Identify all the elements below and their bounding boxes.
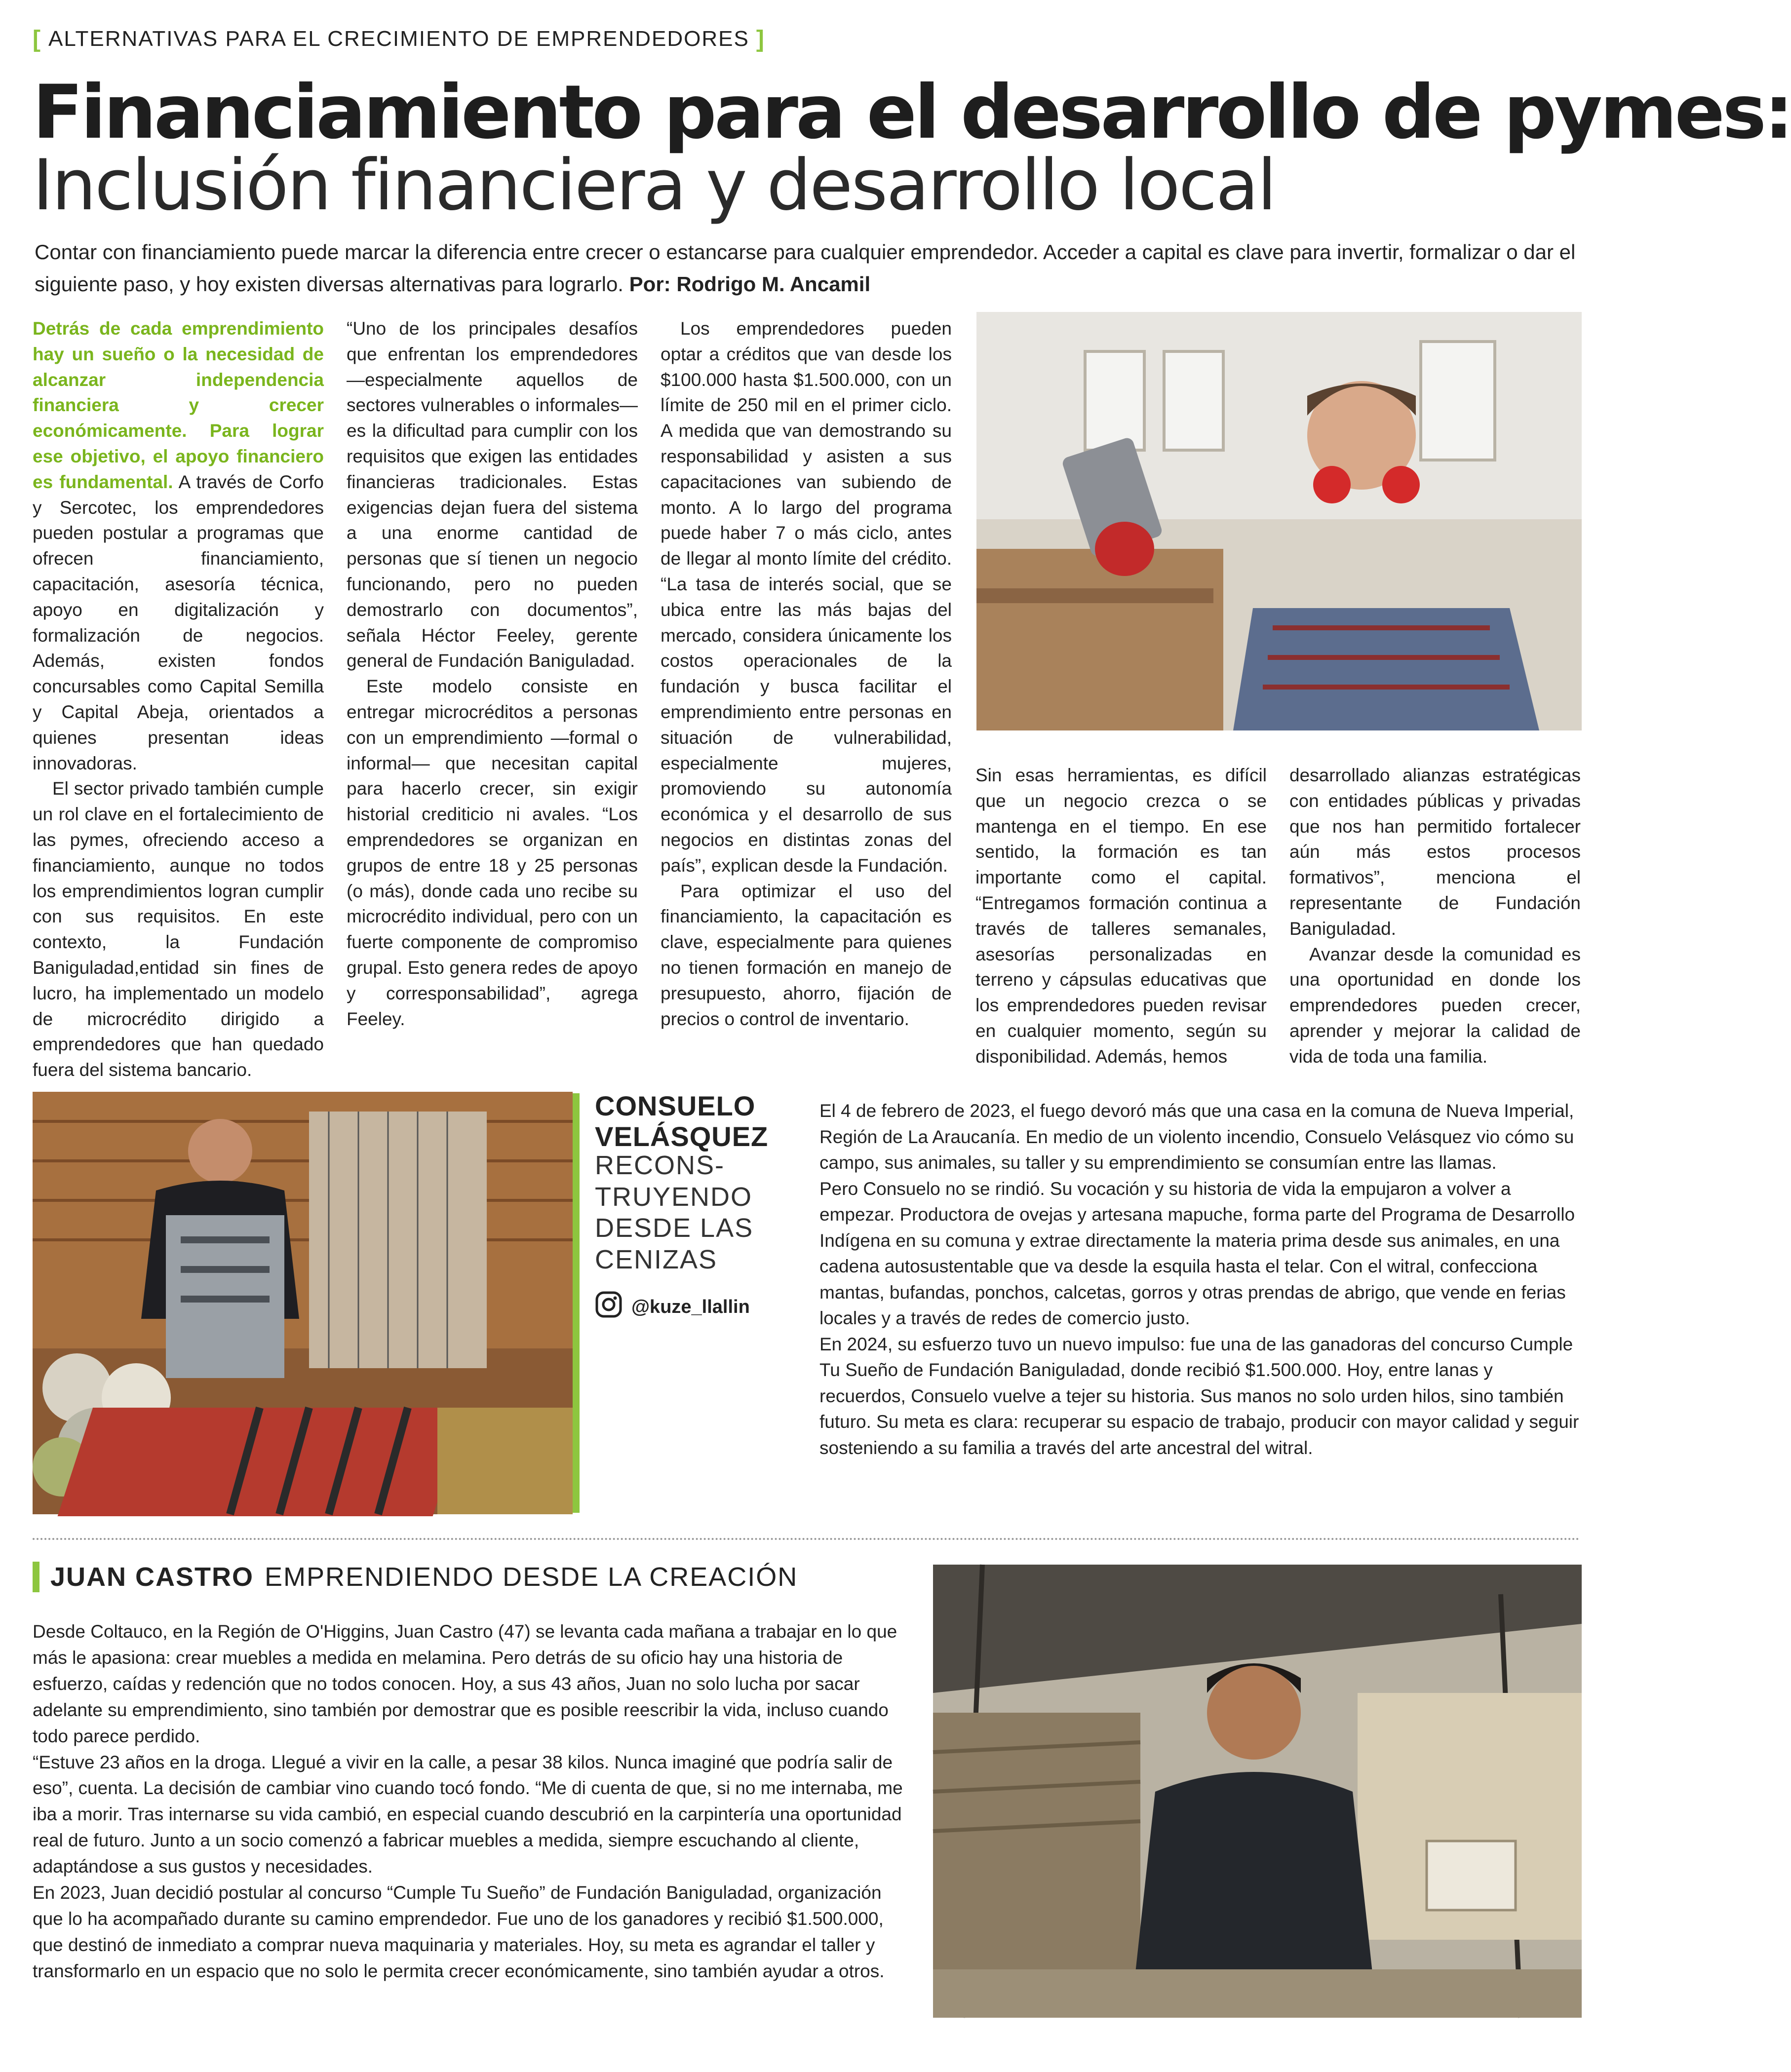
- lede: [35, 236, 1580, 300]
- article-column-5: [1289, 763, 1581, 1070]
- consuelo-first-name: CONSUELO: [595, 1090, 756, 1121]
- juan-story: [33, 1619, 911, 1985]
- lede-text: Contar con financiamiento puede marcar la diferencia entre crecer o estancarse para cualquier emprendedor. Acceder a capital es clave para invertir, formalizar o dar el siguiente paso, y hoy existen diversas alternativas para lograrlo.: [35, 240, 1576, 296]
- juan-heading: [33, 1560, 798, 1594]
- intro-highlight: Detrás de cada emprendimiento hay un sueño o la necesidad de alcanzar independencia financiera y crecer económicamente. Para lograr ese objetivo, el apoyo financiero es fundamental.: [33, 318, 324, 492]
- consuelo-story: [819, 1098, 1580, 1461]
- juan-accent-bar: [33, 1562, 39, 1592]
- kicker-label: ALTERNATIVAS PARA EL CRECIMIENTO DE EMPRENDEDORES: [48, 27, 749, 51]
- juan-paragraph-1: Desde Coltauco, en la Región de O'Higgins, Juan Castro (47) se levanta cada mañana a trabajar en lo que más le apasiona: crear muebles a medida en melamina. Pero detrás de su oficio hay una historia de esfuerzo, caídas y redención que no todos conocen. Hoy, a sus 43 años, Juan no solo lucha por sacar adelante su emprendimiento, sino también por demostrar que es posible reescribir la vida, incluso cuando todo parece perdido.: [33, 1621, 897, 1746]
- consuelo-photo: [33, 1092, 573, 1514]
- instagram-handle-text: @kuze_llallin: [631, 1296, 750, 1317]
- col2-paragraph-1: “Uno de los principales desafíos que enfrentan los emprendedores —especialmente aquellos de sectores vulnerables o informales— es la dificultad para cumplir con los requisitos que exigen las entidades financieras tradicionales. Estas exigencias dejan fuera del sistema a una enorme cantidad de personas que sí tienen un negocio funcionando, pero no pueden demostrarlo con documentos”, señala Héctor Feeley, gerente general de Fundación Baniguladad.: [347, 318, 638, 671]
- instagram-handle[interactable]: [595, 1291, 750, 1323]
- instagram-icon: [595, 1291, 623, 1323]
- article-column-3: [661, 316, 952, 1032]
- juan-subtitle: EMPRENDIENDO DESDE LA CREACIÓN: [265, 1562, 798, 1592]
- consuelo-paragraph-1: El 4 de febrero de 2023, el fuego devoró más que una casa en la comuna de Nueva Imperial, Región de La Araucanía. En medio de un violento incendio, Consuelo Velásquez vio cómo su campo, sus animales, su taller y su emprendimiento se consumían entre las llamas.: [819, 1101, 1574, 1173]
- col2-paragraph-2: Este modelo consiste en entregar microcréditos a personas con un emprendimiento —formal o informal— que necesitan capital para hacerlo crecer, sin exigir historial crediticio ni avales. “Los emprendedores se organizan en grupos de entre 18 y 25 personas (o más), donde cada uno recibe su microcrédito individual, pero con un fuerte componente de compromiso grupal. Esto genera redes de apoyo y corresponsabilidad”, agrega Feeley.: [347, 676, 638, 1029]
- byline: Por: Rodrigo M. Ancamil: [629, 272, 871, 296]
- workshop-photo: [976, 312, 1582, 730]
- subheadline: Inclusión financiera y desarrollo local: [33, 145, 1276, 226]
- juan-paragraph-3: En 2023, Juan decidió postular al concurso “Cumple Tu Sueño” de Fundación Baniguladad, organización que lo ha acompañado durante su camino emprendedor. Fue uno de los ganadores y recibió $1.500.000, que destinó de inmediato a comprar nueva maquinaria y materiales. Hoy, su meta es agrandar el taller y transformarlo en un espacio que no solo le permita crecer económicamente, sino también ayudar a otros.: [33, 1882, 885, 1981]
- col1-p1-text: A través de Corfo y Sercotec, los emprendedores pueden postular a programas que ofrecen financiamiento, capacitación, asesoría técnica, apoyo en digitalización y formalización de negocios. Además, existen fondos concursables como Capital Semilla y Capital Abeja, orientados a quienes presentan ideas innovadoras.: [33, 471, 324, 773]
- consuelo-paragraph-2: Pero Consuelo no se rindió. Su vocación y su historia de vida la empujaron a volver a empezar. Productora de ovejas y artesana mapuche, forma parte del Programa de Desarrollo Indígena en su comuna y extrae directamente la materia prima desde sus animales, en una cadena autosustentable que va desde la esquila hasta el telar. Con el witral, confecciona mantas, bufandas, ponchos, calcetas, gorros y otras prendas de abrigo, que vende en ferias locales y a través de redes de comercio justo.: [819, 1178, 1575, 1329]
- col3-paragraph-2: Para optimizar el uso del financiamiento, la capacitación es clave, especialmente para quienes no tienen formación en manejo de presupuesto, ahorro, fijación de precios o control de inventario.: [661, 881, 952, 1029]
- consuelo-name: [595, 1091, 768, 1151]
- headline: Financiamiento para el desarrollo de pymes:: [33, 70, 1791, 155]
- consuelo-last-name: VELÁSQUEZ: [595, 1120, 769, 1152]
- consuelo-subtitle: RECONS- TRUYENDO DESDE LAS CENIZAS: [595, 1151, 754, 1275]
- col1-paragraph-2: El sector privado también cumple un rol clave en el fortalecimiento de las pymes, ofreciendo acceso a financiamiento, aunque no todos los emprendimientos logran cumplir con sus requisitos. En este contexto, la Fundación Baniguladad,entidad sin fines de lucro, ha implementado un modelo de microcrédito dirigido a emprendedores que han quedado fuera del sistema bancario.: [33, 778, 324, 1080]
- col5-paragraph-2: Avanzar desde la comunidad es una oportunidad en donde los emprendedores pueden crecer, aprender y mejorar la calidad de vida de toda una familia.: [1289, 944, 1581, 1067]
- juan-paragraph-2: “Estuve 23 años en la droga. Llegué a vivir en la calle, a pesar 38 kilos. Nunca imaginé que podría salir de eso”, cuenta. La decisión de cambiar vino cuando tocó fondo. “Me di cuenta de que, si no me internaba, me iba a morir. Tras internarse su vida cambió, en especial cuando descubrió en la carpintería una oportunidad real de futuro. Junto a un socio comenzó a fabricar muebles a medida, siempre escuchando al cliente, adaptándose a sus gustos y necesidades.: [33, 1752, 903, 1877]
- article-column-2: [347, 316, 638, 1032]
- kicker-bracket-right: ]: [756, 26, 765, 52]
- juan-name: JUAN CASTRO: [50, 1562, 254, 1592]
- kicker-bracket-left: [: [33, 26, 41, 52]
- consuelo-paragraph-3: En 2024, su esfuerzo tuvo un nuevo impulso: fue una de las ganadoras del concurso Cumple Tu Sueño de Fundación Baniguladad, donde recibió $1.500.000. Hoy, entre lanas y recuerdos, Consuelo vuelve a tejer su historia. Sus manos no solo urden hilos, sino también futuro. Su meta es clara: recuperar su espacio de trabajo, producir con mayor calidad y seguir sosteniendo a su familia a través del arte ancestral del witral.: [819, 1334, 1579, 1458]
- col5-paragraph-1: desarrollado alianzas estratégicas con entidades públicas y privadas que nos han permitido fortalecer aún más estos procesos formativos”, menciona el representante de Fundación Baniguladad.: [1289, 765, 1581, 939]
- consuelo-accent-bar: [573, 1093, 580, 1513]
- juan-photo: [933, 1565, 1582, 2018]
- col1-paragraph-1: [33, 316, 324, 776]
- col3-paragraph-1: Los emprendedores pueden optar a créditos que van desde los $100.000 hasta $1.500.000, con un límite de 250 mil en el primer ciclo. A medida que van demostrando su responsabilidad y asisten a sus capacitaciones van subiendo de monto. A lo largo del programa puede haber 7 o más ciclo, antes de llegar al monto límite del crédito. “La tasa de interés social, que se ubica entre las más bajas del mercado, considera únicamente los costos operacionales de la fundación y busca facilitar el emprendimiento entre personas en situación de vulnerabilidad, especialmente mujeres, promoviendo su autonomía económica y el desarrollo de sus negocios en distintas zonas del país”, explican desde la Fundación.: [661, 318, 952, 876]
- section-divider: [33, 1538, 1580, 1540]
- article-column-4: [975, 763, 1267, 1070]
- section-kicker: [33, 26, 765, 52]
- col4-paragraph-1: Sin esas herramientas, es difícil que un negocio crezca o se mantenga en el tiempo. En ese sentido, la formación es tan importante como el capital. “Entregamos formación continua a través de talleres semanales, asesorías personalizadas en terreno y cápsulas educativas que los emprendedores pueden revisar en cualquier momento, según su disponibilidad. Además, hemos: [975, 765, 1267, 1067]
- article-column-1: [33, 316, 324, 1083]
